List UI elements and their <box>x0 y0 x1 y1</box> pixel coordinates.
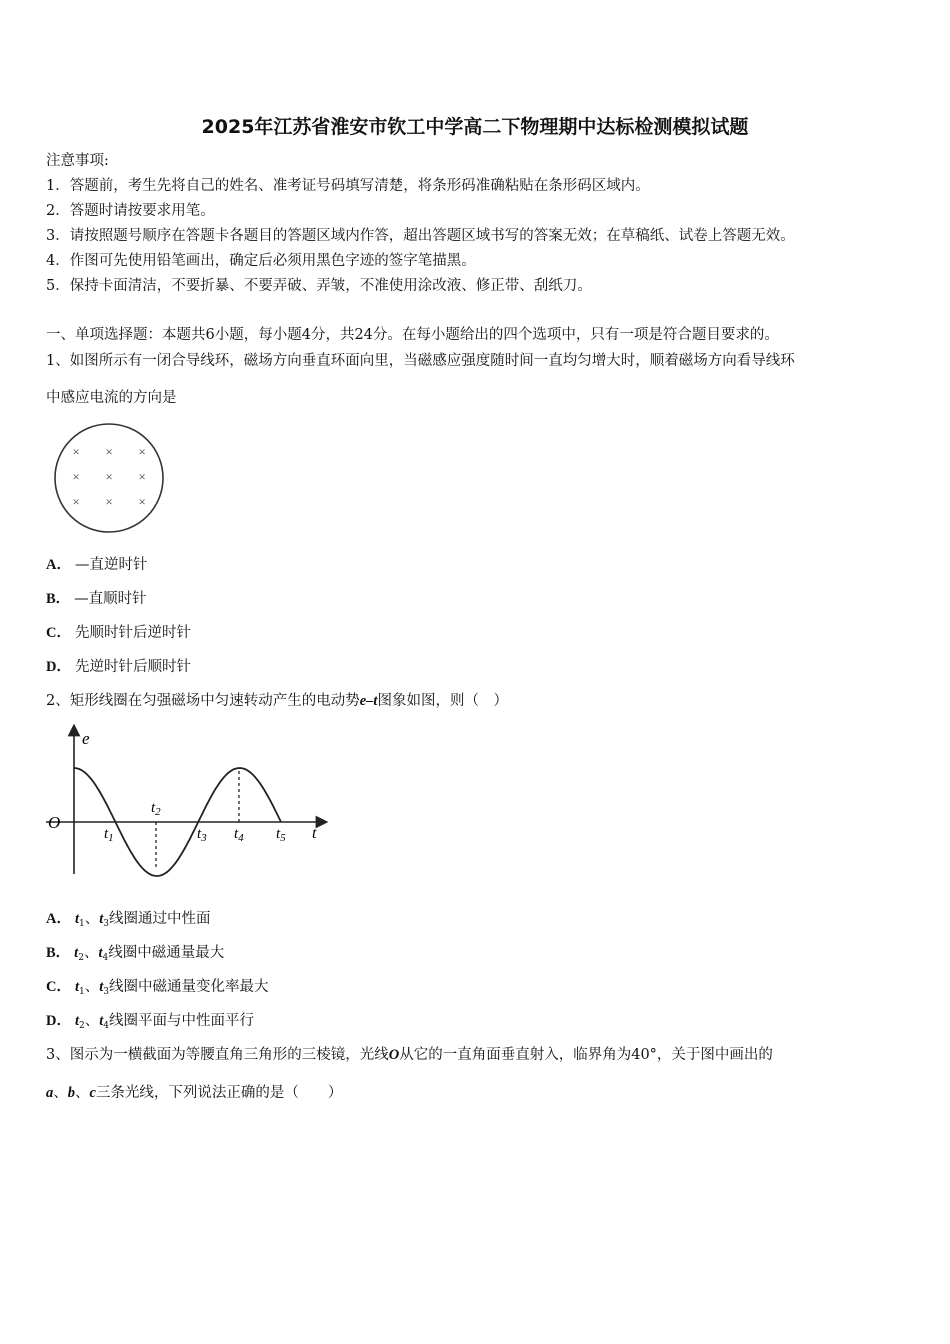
field-mark: × <box>71 444 81 459</box>
q1-loop-figure <box>50 422 170 537</box>
q1-option-b: B． —直顺时针 <box>46 591 147 607</box>
origin-label: O <box>48 813 61 832</box>
q2-option-a: A． $t_1$、$t_3$线圈通过中性面 <box>46 911 211 929</box>
t4-label: $t_4$ <box>234 826 244 844</box>
notice-item-3: 3．请按照题号顺序在答题卡各题目的答题区域内作答，超出答题区域书写的答案无效；在草稿纸、试卷上答题无效。 <box>46 228 795 244</box>
t2-label: $t_2$ <box>151 800 161 818</box>
field-mark: × <box>71 469 81 484</box>
notice-item-4: 4．作图可先使用铅笔画出，确定后必须用黑色字迹的签字笔描黑。 <box>46 253 476 269</box>
q1-option-a: A． —直逆时针 <box>46 557 148 573</box>
field-mark: × <box>137 444 147 459</box>
q2-option-b: B． $t_2$、$t_4$线圈中磁通量最大 <box>46 945 225 963</box>
field-mark: × <box>104 469 114 484</box>
page-title: 2025年江苏省淮安市钦工中学高二下物理期中达标检测模拟试题 <box>201 116 749 138</box>
section-1-heading: 一、单项选择题：本题共6小题，每小题4分，共24分。在每小题给出的四个选项中，只有一项是符合题目要求的。 <box>46 327 779 343</box>
field-mark: × <box>104 444 114 459</box>
notice-item-5: 5．保持卡面清洁，不要折暴、不要弄破、弄皱，不准使用涂改液、修正带、刮纸刀。 <box>46 278 592 294</box>
t5-label: $t_5$ <box>276 826 286 844</box>
t-axis-label: t <box>312 825 317 842</box>
q2-stem: 2、矩形线圈在匀强磁场中匀速转动产生的电动势e–t图象如图，则（ ） <box>46 693 508 709</box>
notice-item-2: 2．答题时请按要求用笔。 <box>46 203 215 219</box>
field-mark: × <box>137 469 147 484</box>
q3-stem-line2: a、b、c三条光线，下列说法正确的是（ ） <box>46 1085 343 1101</box>
t3-label: $t_3$ <box>197 826 207 844</box>
q3-stem-line1: 3、图示为一横截面为等腰直角三角形的三棱镜，光线O从它的一直角面垂直射入，临界角为40°，关于图中画出的 <box>46 1047 773 1063</box>
field-mark: × <box>104 494 114 509</box>
notice-heading: 注意事项: <box>46 153 109 169</box>
field-mark: × <box>71 494 81 509</box>
q1-option-c: C． 先顺时针后逆时针 <box>46 625 191 641</box>
e-axis-label: e <box>82 729 90 748</box>
q2-option-d: D． $t_2$、$t_4$线圈平面与中性面平行 <box>46 1013 255 1031</box>
q1-stem-line1: 1、如图所示有一闭合导线环，磁场方向垂直环面向里，当磁感应强度随时间一直均匀增大时，顺着磁场方向看导线环 <box>46 353 795 369</box>
q1-stem-line2: 中感应电流的方向是 <box>46 390 177 406</box>
field-mark: × <box>137 494 147 509</box>
notice-item-1: 1．答题前，考生先将自己的姓名、准考证号码填写清楚，将条形码准确粘贴在条形码区域内。 <box>46 178 650 194</box>
q2-et-graph <box>44 724 329 879</box>
q1-option-d: D． 先逆时针后顺时针 <box>46 659 191 675</box>
t1-label: $t_1$ <box>104 826 114 844</box>
q2-option-c: C． $t_1$、$t_3$线圈中磁通量变化率最大 <box>46 979 269 997</box>
